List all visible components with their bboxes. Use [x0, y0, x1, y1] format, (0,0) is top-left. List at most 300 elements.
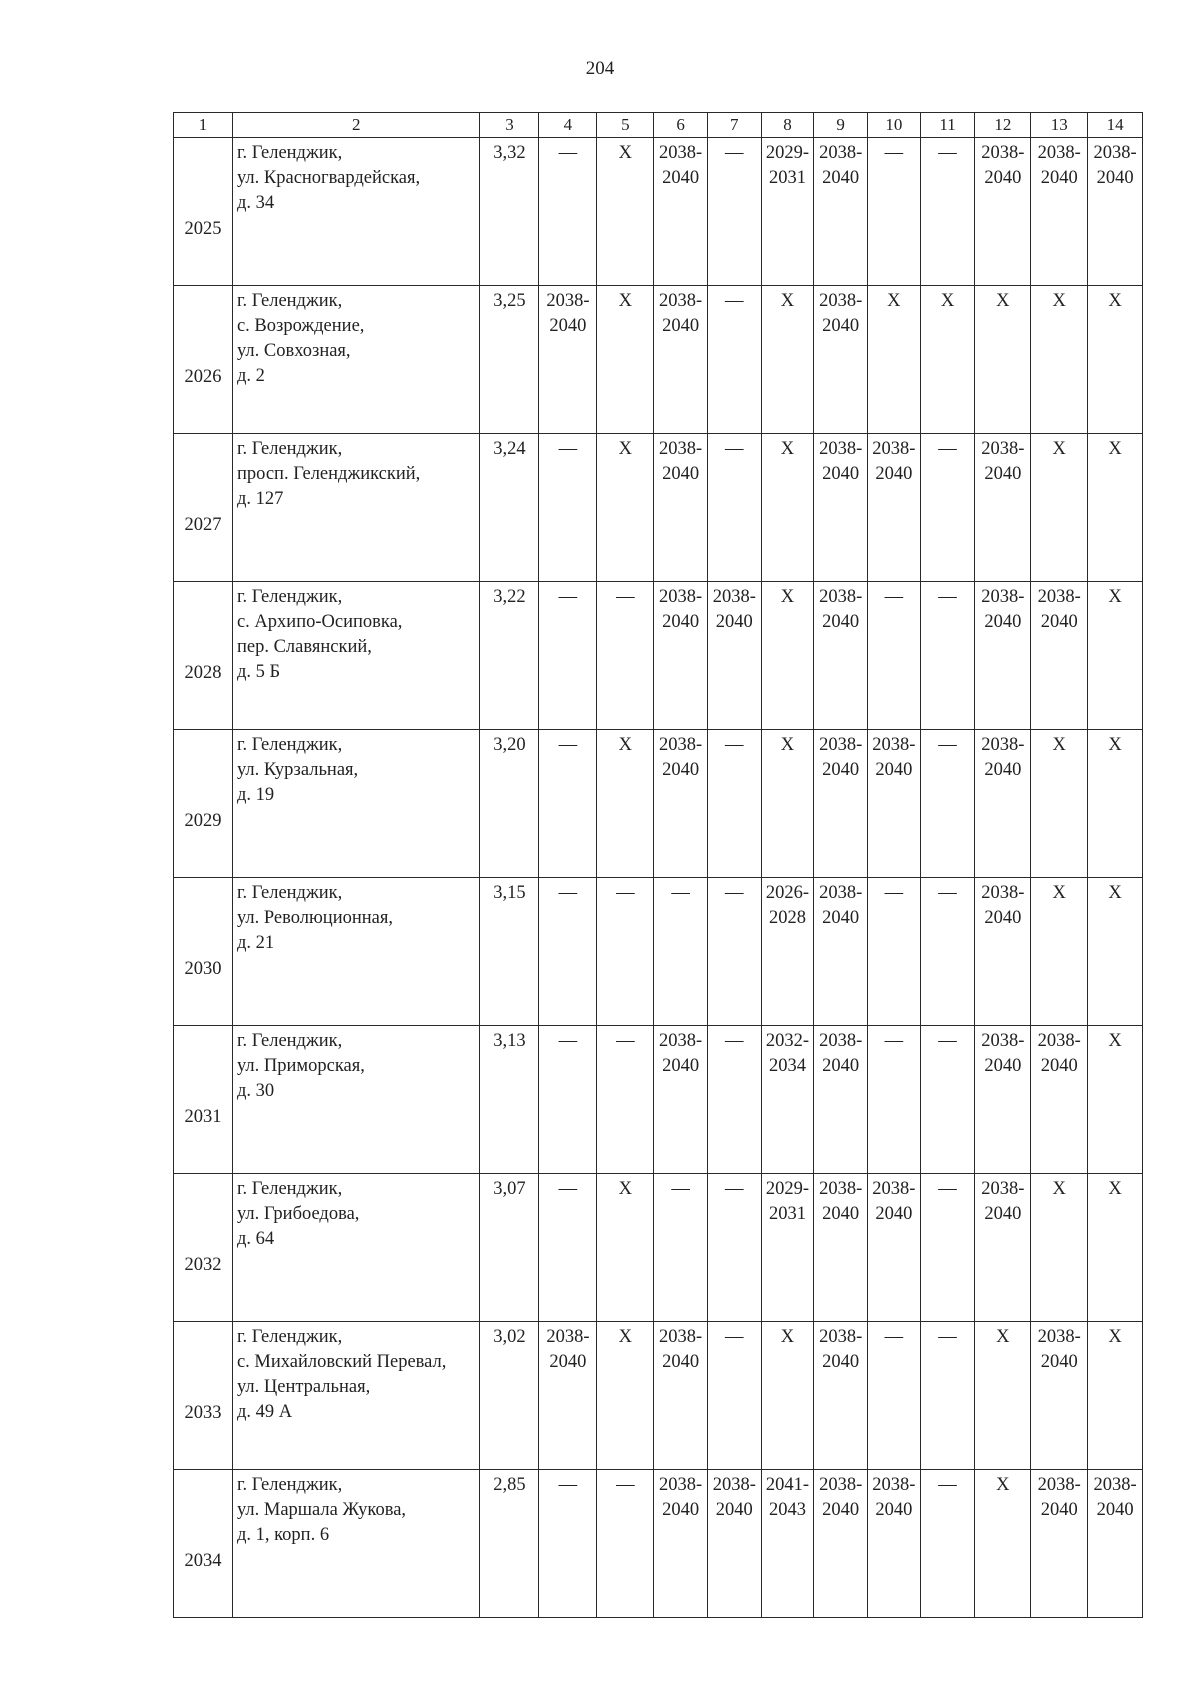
period-text: 2040 [1040, 1352, 1078, 1372]
period-text: 2040 [984, 612, 1022, 632]
period-text: 2038- [819, 1475, 863, 1495]
table-row [174, 730, 1143, 878]
period-text: — [884, 883, 904, 903]
period-cell [868, 434, 921, 582]
period-cell [920, 1174, 975, 1322]
period-cell [539, 1322, 597, 1470]
area-cell: 3,07 [480, 1174, 539, 1322]
period-text: 2038- [819, 735, 863, 755]
column-header: 7 [707, 113, 761, 138]
column-header: 2 [232, 113, 480, 138]
period-cell [539, 878, 597, 1026]
period-text: 2038- [872, 439, 916, 459]
period-cell [814, 138, 868, 286]
period-cell [868, 730, 921, 878]
column-header: 9 [814, 113, 868, 138]
column-header: 3 [480, 113, 539, 138]
row-number [174, 286, 233, 434]
address-line: ул. Революционная, [236, 908, 394, 928]
period-text: — [884, 143, 904, 163]
period-text: X [1108, 883, 1122, 903]
period-text: 2029- [765, 143, 810, 163]
column-header: 12 [975, 113, 1031, 138]
address-cell [232, 1026, 480, 1174]
table-row [174, 1174, 1143, 1322]
address-line: д. 21 [236, 933, 275, 953]
period-text: X [1108, 735, 1122, 755]
period-cell [975, 582, 1031, 730]
period-text: X [618, 143, 632, 163]
period-text: — [558, 1475, 578, 1495]
period-text: — [938, 143, 957, 163]
column-header: 1 [174, 113, 233, 138]
period-text: X [780, 439, 795, 459]
period-cell [868, 1174, 921, 1322]
period-text: 2040 [715, 1500, 753, 1520]
period-text: 2040 [822, 1352, 860, 1372]
period-text: 2038- [1093, 1475, 1137, 1495]
period-text: — [616, 883, 635, 903]
period-text: 2038- [981, 735, 1025, 755]
period-text: 2038- [819, 1031, 863, 1051]
period-text: — [671, 883, 690, 903]
address-line: с. Архипо-Осиповка, [236, 612, 403, 632]
period-text: 2038- [659, 291, 703, 311]
period-cell [597, 730, 654, 878]
period-text: X [1052, 1179, 1066, 1199]
period-cell [920, 1026, 975, 1174]
area-cell: 3,24 [480, 434, 539, 582]
period-text: 2029- [765, 1179, 810, 1199]
period-text: X [780, 735, 795, 755]
period-text: 2038- [659, 1031, 703, 1051]
period-cell [761, 1026, 814, 1174]
period-cell [920, 138, 975, 286]
period-text: 2038- [872, 1475, 916, 1495]
period-text: — [725, 439, 744, 459]
table-row [174, 1322, 1143, 1470]
period-text: — [558, 143, 578, 163]
period-text: 2040 [549, 1352, 587, 1372]
header-row [174, 113, 1143, 138]
address-cell [232, 138, 480, 286]
period-text: X [1108, 1179, 1122, 1199]
row-number-text: 2034 [184, 1551, 222, 1571]
period-text: — [558, 587, 578, 607]
period-text: 2040 [662, 464, 700, 484]
area-cell: 3,22 [480, 582, 539, 730]
address-line: ул. Курзальная, [236, 760, 359, 780]
area-cell: 3,32 [480, 138, 539, 286]
address-line: ул. Красногвардейская, [236, 168, 421, 188]
period-text: X [887, 291, 901, 311]
period-cell [597, 1470, 654, 1618]
period-text: 2038- [659, 587, 703, 607]
period-text: 2040 [875, 1204, 913, 1224]
period-cell [539, 730, 597, 878]
period-text: — [616, 1031, 635, 1051]
row-number [174, 138, 233, 286]
period-text: — [725, 883, 744, 903]
period-text: 2038- [819, 587, 863, 607]
period-text: 2038- [819, 883, 863, 903]
period-text: 2038- [872, 1179, 916, 1199]
period-cell [597, 434, 654, 582]
period-text: 2038- [1093, 143, 1137, 163]
period-cell [597, 286, 654, 434]
period-cell [1031, 730, 1088, 878]
address-line: д. 49 А [236, 1402, 293, 1422]
period-cell [707, 434, 761, 582]
row-number [174, 1322, 233, 1470]
period-text: X [1108, 439, 1122, 459]
table-row [174, 138, 1143, 286]
address-line: г. Геленджик, [236, 587, 343, 607]
period-text: — [938, 735, 957, 755]
schedule-table [173, 112, 1143, 1618]
address-line: с. Возрождение, [236, 316, 365, 336]
period-cell [814, 1470, 868, 1618]
period-text: 2038- [819, 439, 863, 459]
period-cell [814, 1174, 868, 1322]
period-cell [761, 1174, 814, 1322]
period-text: 2038- [659, 439, 703, 459]
period-cell [707, 582, 761, 730]
period-cell [761, 1470, 814, 1618]
period-text: 2040 [662, 760, 700, 780]
area-cell: 3,13 [480, 1026, 539, 1174]
address-line: г. Геленджик, [236, 1475, 343, 1495]
row-number [174, 1026, 233, 1174]
period-text: 2038- [819, 1179, 863, 1199]
period-cell [761, 582, 814, 730]
address-line: пер. Славянский, [236, 637, 372, 657]
period-cell [707, 286, 761, 434]
period-text: 2038- [819, 291, 863, 311]
table-row [174, 1026, 1143, 1174]
period-cell [597, 138, 654, 286]
period-text: — [725, 291, 744, 311]
period-text: 2040 [984, 168, 1022, 188]
page-number: 204 [585, 58, 615, 79]
period-text: 2040 [549, 316, 587, 336]
period-cell [707, 730, 761, 878]
period-cell [761, 286, 814, 434]
period-cell [654, 1470, 708, 1618]
column-header: 13 [1031, 113, 1088, 138]
period-text: 2038- [872, 735, 916, 755]
period-text: — [558, 1031, 578, 1051]
period-text: 2038- [659, 1327, 703, 1347]
period-text: 2032- [765, 1031, 810, 1051]
period-text: 2040 [1040, 1056, 1078, 1076]
column-header: 14 [1088, 113, 1143, 138]
period-cell [1088, 138, 1143, 286]
row-number-text: 2029 [184, 811, 222, 831]
period-cell [868, 286, 921, 434]
period-text: — [558, 883, 578, 903]
column-header: 8 [761, 113, 814, 138]
table-row [174, 878, 1143, 1026]
period-cell [707, 1174, 761, 1322]
period-cell [654, 582, 708, 730]
period-cell [920, 434, 975, 582]
period-text: 2040 [822, 1056, 860, 1076]
row-number-text: 2025 [184, 219, 222, 239]
column-header: 11 [920, 113, 975, 138]
period-cell [707, 1026, 761, 1174]
period-text: 2038- [981, 439, 1025, 459]
address-line: ул. Маршала Жукова, [236, 1500, 407, 1520]
period-cell [1088, 1322, 1143, 1470]
row-number-text: 2027 [184, 515, 222, 535]
period-cell [654, 1026, 708, 1174]
period-cell [1088, 878, 1143, 1026]
period-text: — [558, 1179, 578, 1199]
period-text: — [938, 439, 957, 459]
period-text: X [1052, 883, 1066, 903]
period-text: — [938, 1031, 957, 1051]
period-text: — [671, 1179, 690, 1199]
period-cell [975, 1026, 1031, 1174]
period-text: 2040 [1040, 612, 1078, 632]
address-line: г. Геленджик, [236, 883, 343, 903]
period-text: 2038- [1037, 587, 1081, 607]
period-cell [1031, 138, 1088, 286]
period-text: 2038- [819, 1327, 863, 1347]
address-line: д. 19 [236, 785, 275, 805]
period-text: 2038- [1037, 143, 1081, 163]
address-cell [232, 730, 480, 878]
period-cell [539, 286, 597, 434]
period-text: 2028 [768, 908, 806, 928]
period-cell [761, 434, 814, 582]
address-cell [232, 878, 480, 1026]
column-header: 5 [597, 113, 654, 138]
row-number [174, 730, 233, 878]
period-text: — [938, 587, 957, 607]
period-cell [814, 1026, 868, 1174]
period-cell [814, 1322, 868, 1470]
period-text: X [940, 291, 955, 311]
period-cell [1088, 1470, 1143, 1618]
address-line: г. Геленджик, [236, 1327, 343, 1347]
period-cell [654, 730, 708, 878]
period-text: 2038- [1037, 1475, 1081, 1495]
period-text: — [938, 1327, 957, 1347]
period-text: 2040 [875, 1500, 913, 1520]
period-text: 2038- [712, 587, 756, 607]
period-text: 2040 [662, 316, 700, 336]
period-text: 2038- [546, 291, 590, 311]
period-text: — [725, 1327, 744, 1347]
period-cell [1031, 434, 1088, 582]
period-text: 2040 [715, 612, 753, 632]
period-text: 2040 [822, 612, 860, 632]
address-line: г. Геленджик, [236, 439, 343, 459]
period-text: — [725, 735, 744, 755]
address-line: г. Геленджик, [236, 735, 343, 755]
period-text: X [780, 1327, 795, 1347]
period-cell [539, 434, 597, 582]
period-cell [1031, 878, 1088, 1026]
period-cell [539, 1174, 597, 1322]
period-text: 2038- [659, 143, 703, 163]
period-text: X [996, 291, 1010, 311]
period-text: 2040 [1096, 1500, 1134, 1520]
period-text: 2040 [1040, 168, 1078, 188]
period-cell [654, 286, 708, 434]
table-body [174, 113, 1143, 1618]
period-cell [707, 138, 761, 286]
address-cell [232, 286, 480, 434]
period-cell [761, 138, 814, 286]
period-text: 2040 [822, 1500, 860, 1520]
period-text: 2038- [819, 143, 863, 163]
address-line: г. Геленджик, [236, 1031, 343, 1051]
period-cell [920, 1470, 975, 1618]
period-text: 2040 [875, 760, 913, 780]
period-text: 2040 [662, 1500, 700, 1520]
address-cell [232, 582, 480, 730]
period-text: X [618, 439, 632, 459]
period-text: — [616, 1475, 635, 1495]
table-row [174, 582, 1143, 730]
period-text: 2038- [981, 587, 1025, 607]
period-text: 2038- [712, 1475, 756, 1495]
row-number-text: 2026 [184, 367, 222, 387]
period-cell [975, 286, 1031, 434]
row-number [174, 1470, 233, 1618]
row-number-text: 2030 [184, 959, 222, 979]
period-cell [539, 582, 597, 730]
period-text: X [1108, 1031, 1122, 1051]
period-cell [597, 582, 654, 730]
period-cell [761, 1322, 814, 1470]
area-cell: 3,02 [480, 1322, 539, 1470]
period-cell [920, 582, 975, 730]
period-cell [975, 434, 1031, 582]
period-text: 2040 [984, 760, 1022, 780]
address-line: д. 5 Б [236, 662, 281, 682]
area-cell: 3,15 [480, 878, 539, 1026]
period-cell [1031, 1322, 1088, 1470]
period-cell [1088, 1174, 1143, 1322]
period-cell [761, 730, 814, 878]
address-line: д. 34 [236, 193, 275, 213]
period-cell [654, 1174, 708, 1322]
address-line: просп. Геленджикский, [236, 464, 421, 484]
period-text: 2038- [981, 1179, 1025, 1199]
column-header: 6 [654, 113, 708, 138]
period-cell [597, 1174, 654, 1322]
row-number [174, 878, 233, 1026]
address-cell [232, 1322, 480, 1470]
period-cell [975, 1174, 1031, 1322]
period-cell [814, 434, 868, 582]
period-text: 2040 [662, 1056, 700, 1076]
period-text: 2040 [984, 1056, 1022, 1076]
period-cell [920, 730, 975, 878]
period-text: 2038- [1037, 1327, 1081, 1347]
period-text: X [618, 1327, 632, 1347]
period-text: — [884, 1327, 904, 1347]
address-line: д. 127 [236, 489, 284, 509]
period-cell [1031, 1470, 1088, 1618]
period-text: — [938, 1475, 957, 1495]
address-line: ул. Приморская, [236, 1056, 365, 1076]
period-text: X [618, 1179, 632, 1199]
period-cell [761, 878, 814, 1026]
period-text: — [725, 1179, 744, 1199]
table-row [174, 434, 1143, 582]
period-cell [975, 1470, 1031, 1618]
period-cell [975, 878, 1031, 1026]
period-text: — [938, 883, 957, 903]
period-text: 2040 [822, 760, 860, 780]
period-cell [975, 730, 1031, 878]
period-text: 2041- [765, 1475, 810, 1495]
address-line: д. 2 [236, 366, 265, 386]
period-cell [1031, 582, 1088, 730]
period-cell [707, 1322, 761, 1470]
period-cell [868, 138, 921, 286]
period-cell [1031, 1026, 1088, 1174]
period-text: 2040 [822, 316, 860, 336]
row-number [174, 1174, 233, 1322]
period-text: 2026- [765, 883, 810, 903]
period-text: 2038- [659, 735, 703, 755]
period-cell [814, 730, 868, 878]
period-text: 2040 [662, 612, 700, 632]
period-text: — [616, 587, 635, 607]
period-cell [975, 138, 1031, 286]
period-cell [654, 434, 708, 582]
period-text: — [558, 439, 578, 459]
address-line: ул. Совхозная, [236, 341, 351, 361]
period-cell [868, 582, 921, 730]
row-number-text: 2028 [184, 663, 222, 683]
period-text: 2040 [822, 168, 860, 188]
row-number-text: 2031 [184, 1107, 222, 1127]
period-text: 2040 [984, 1204, 1022, 1224]
period-cell [920, 878, 975, 1026]
period-cell [814, 286, 868, 434]
period-cell [707, 1470, 761, 1618]
period-cell [868, 1322, 921, 1470]
period-cell [1088, 434, 1143, 582]
address-cell [232, 1174, 480, 1322]
period-cell [814, 582, 868, 730]
address-line: г. Геленджик, [236, 143, 343, 163]
period-text: 2038- [981, 883, 1025, 903]
period-text: — [884, 1031, 904, 1051]
address-line: д. 1, корп. 6 [236, 1525, 330, 1545]
row-number-text: 2032 [184, 1255, 222, 1275]
period-cell [868, 1026, 921, 1174]
period-text: 2031 [768, 1204, 806, 1224]
period-cell [975, 1322, 1031, 1470]
period-text: 2040 [662, 168, 700, 188]
address-line: ул. Центральная, [236, 1377, 371, 1397]
area-cell: 3,20 [480, 730, 539, 878]
period-cell [1031, 286, 1088, 434]
column-header: 4 [539, 113, 597, 138]
period-text: X [1052, 735, 1066, 755]
period-cell [814, 878, 868, 1026]
period-cell [654, 1322, 708, 1470]
period-text: X [780, 587, 795, 607]
